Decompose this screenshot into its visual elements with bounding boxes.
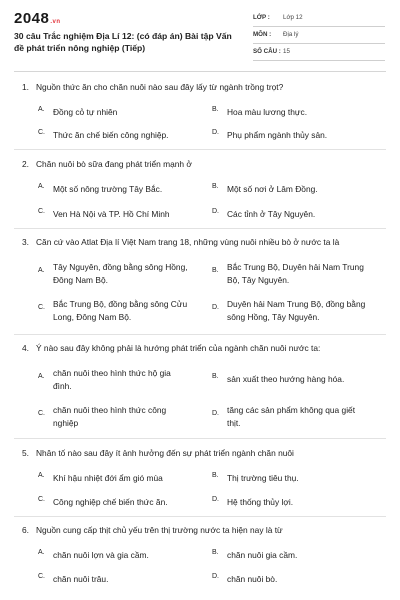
question-number: 3. xyxy=(22,237,29,247)
question-separator xyxy=(14,438,386,439)
option-text: Các tỉnh ở Tây Nguyên. xyxy=(227,209,316,219)
question-text: Ý nào sau đây không phải là hướng phát triển của ngành chăn nuôi nước ta: xyxy=(36,343,321,353)
option-text: Một số nơi ở Lâm Đồng. xyxy=(227,184,318,194)
question-text: Chăn nuôi bò sữa đang phát triển mạnh ở xyxy=(36,159,192,169)
option-text: Hoa màu lương thực. xyxy=(227,107,308,117)
question-separator xyxy=(14,149,386,150)
option-letter: D. xyxy=(212,573,219,580)
meta-value: Địa lý xyxy=(283,31,299,38)
option-text: sản xuất theo hướng hàng hóa. xyxy=(227,374,345,384)
option-text: chăn nuôi gia cầm. xyxy=(227,550,298,560)
option-letter: C. xyxy=(38,208,45,215)
option-text: Công nghiệp chế biến thức ăn. xyxy=(53,497,168,507)
document-title: 30 câu Trắc nghiệm Địa Lí 12: (có đáp án) Bài tập Vấn đề phát triển nông nghiệp (Tiếp) xyxy=(14,31,232,53)
option-text: chăn nuôi lợn và gia cầm. xyxy=(53,550,149,560)
option-letter: A. xyxy=(38,549,45,556)
option-text: Thị trường tiêu thụ. xyxy=(227,473,299,483)
option-text: Một số nông trường Tây Bắc. xyxy=(53,184,163,194)
meta-row-subject xyxy=(253,30,385,44)
option-letter: C. xyxy=(38,129,45,136)
option-letter: B. xyxy=(212,183,219,190)
meta-value: 15 xyxy=(283,48,290,55)
question-number: 2. xyxy=(22,159,29,169)
option-text: Bắc Trung Bộ, đồng bằng sông Cửu Long, Đông Nam Bộ. xyxy=(53,299,188,322)
option-letter: B. xyxy=(212,106,219,113)
option-letter: B. xyxy=(212,267,219,274)
option-text: Thức ăn chế biến công nghiệp. xyxy=(53,130,169,140)
meta-row-class xyxy=(253,13,385,27)
option-text: Ven Hà Nội và TP. Hồ Chí Minh xyxy=(53,209,170,219)
question-text: Nhân tố nào sau đây ít ảnh hưởng đến sự phát triển ngành chăn nuôi xyxy=(36,448,294,458)
option-text: Bắc Trung Bộ, Duyên hải Nam Trung Bộ, Tây Nguyên. xyxy=(227,262,364,285)
option-letter: B. xyxy=(212,549,219,556)
question-text: Căn cứ vào Atlat Địa lí Việt Nam trang 18, những vùng nuôi nhiều bò ở nước ta là xyxy=(36,237,340,247)
option-text: Phụ phẩm ngành thủy sản. xyxy=(227,130,328,140)
meta-key: SỐ CÂU : xyxy=(253,48,281,55)
header-divider xyxy=(14,71,386,72)
logo-main: 2048 xyxy=(14,10,50,27)
question-number: 1. xyxy=(22,82,29,92)
meta-key: LỚP : xyxy=(253,14,270,21)
question-text: Nguồn cung cấp thịt chủ yếu trên thị trường nước ta hiện nay là từ xyxy=(36,525,283,535)
question-separator xyxy=(14,334,386,335)
option-letter: C. xyxy=(38,496,45,503)
option-text: Hệ thống thủy lợi. xyxy=(227,497,294,507)
meta-row-count xyxy=(253,47,385,61)
question-number: 5. xyxy=(22,448,29,458)
option-letter: C. xyxy=(38,304,45,311)
question-separator xyxy=(14,516,386,517)
option-letter: B. xyxy=(212,472,219,479)
question-number: 4. xyxy=(22,343,29,353)
option-text: Duyên hải Nam Trung Bộ, đồng bằng sông Hồng, Tây Nguyên. xyxy=(227,299,366,322)
option-letter: D. xyxy=(212,129,219,136)
site-logo[interactable] xyxy=(14,10,61,27)
option-text: chăn nuôi theo hình thức hộ gia đình. xyxy=(53,368,171,391)
option-text: Đồng cỏ tự nhiên xyxy=(53,107,118,117)
page-header xyxy=(0,0,400,66)
option-letter: B. xyxy=(212,373,219,380)
option-text: Khí hậu nhiệt đới ẩm gió mùa xyxy=(53,473,163,483)
option-letter: C. xyxy=(38,410,45,417)
option-letter: C. xyxy=(38,573,45,580)
option-text: chăn nuôi theo hình thức công nghiệp xyxy=(53,405,167,428)
option-letter: A. xyxy=(38,472,45,479)
option-letter: D. xyxy=(212,496,219,503)
question-number: 6. xyxy=(22,525,29,535)
question-text: Nguồn thức ăn cho chăn nuôi nào sau đây lấy từ ngành trồng trọt? xyxy=(36,82,284,92)
logo-suffix: .vn xyxy=(50,19,61,25)
meta-value: Lớp 12 xyxy=(283,14,303,21)
option-text: chăn nuôi bò. xyxy=(227,574,278,584)
question-separator xyxy=(14,228,386,229)
option-text: Tây Nguyên, đồng bằng sông Hồng, Đông Nam Bộ. xyxy=(53,262,188,285)
option-letter: D. xyxy=(212,304,219,311)
option-text: chăn nuôi trâu. xyxy=(53,574,109,584)
meta-key: MÔN : xyxy=(253,31,272,38)
option-letter: A. xyxy=(38,106,45,113)
option-letter: D. xyxy=(212,208,219,215)
option-text: tăng các sản phẩm không qua giết thịt. xyxy=(227,405,356,428)
option-letter: A. xyxy=(38,267,45,274)
meta-table xyxy=(253,13,385,64)
option-letter: A. xyxy=(38,183,45,190)
option-letter: A. xyxy=(38,373,45,380)
option-letter: D. xyxy=(212,410,219,417)
